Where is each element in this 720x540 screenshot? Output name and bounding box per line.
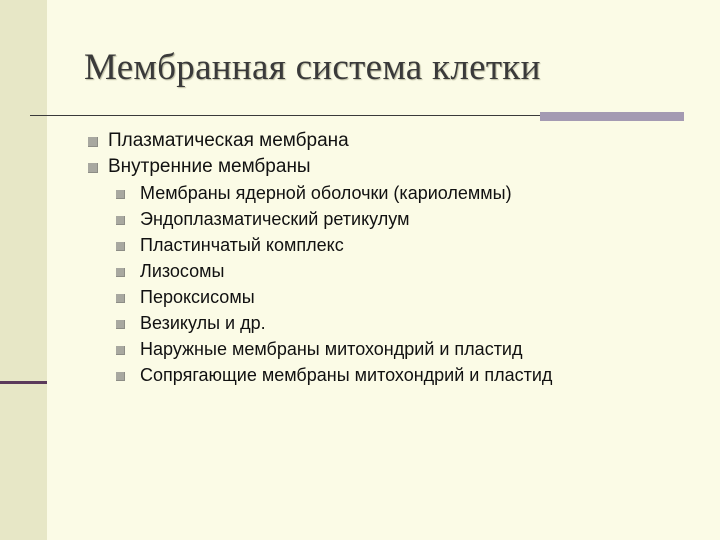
bullet-item — [88, 128, 552, 154]
sub-bullet-text: Эндоплазматический ретикулум — [140, 209, 410, 229]
sub-bullet-item — [88, 310, 552, 336]
square-bullet-icon — [116, 294, 125, 303]
square-bullet-icon — [116, 268, 125, 277]
sub-bullet-item — [88, 362, 552, 388]
square-bullet-icon — [88, 163, 98, 173]
sub-bullet-text: Сопрягающие мембраны митохондрий и пластид — [140, 365, 553, 385]
sub-bullet-item — [88, 232, 552, 258]
square-bullet-icon — [116, 346, 125, 355]
square-bullet-icon — [116, 372, 125, 381]
sub-bullet-text: Лизосомы — [140, 261, 225, 281]
sub-bullet-text: Пластинчатый комплекс — [140, 235, 344, 255]
sub-bullet-text: Везикулы и др. — [140, 313, 266, 333]
bullet-list — [88, 128, 552, 388]
sub-bullet-item — [88, 284, 552, 310]
left-accent-line — [0, 381, 47, 384]
square-bullet-icon — [116, 242, 125, 251]
title-accent-bar — [540, 112, 684, 121]
square-bullet-icon — [88, 137, 98, 147]
sub-bullet-item — [88, 258, 552, 284]
sub-bullet-text: Пероксисомы — [140, 287, 255, 307]
left-decorative-band — [0, 0, 47, 540]
slide-title: Мембранная система клетки — [84, 47, 541, 88]
square-bullet-icon — [116, 190, 125, 199]
title-underline — [30, 115, 540, 116]
square-bullet-icon — [116, 216, 125, 225]
bullet-text: Плазматическая мембрана — [108, 130, 349, 151]
sub-bullet-item — [88, 336, 552, 362]
sub-bullet-item — [88, 180, 552, 206]
sub-bullet-item — [88, 206, 552, 232]
sub-bullet-text: Мембраны ядерной оболочки (кариолеммы) — [140, 183, 512, 203]
sub-bullet-text: Наружные мембраны митохондрий и пластид — [140, 339, 523, 359]
bullet-item — [88, 154, 552, 180]
square-bullet-icon — [116, 320, 125, 329]
bullet-text: Внутренние мембраны — [108, 156, 311, 177]
